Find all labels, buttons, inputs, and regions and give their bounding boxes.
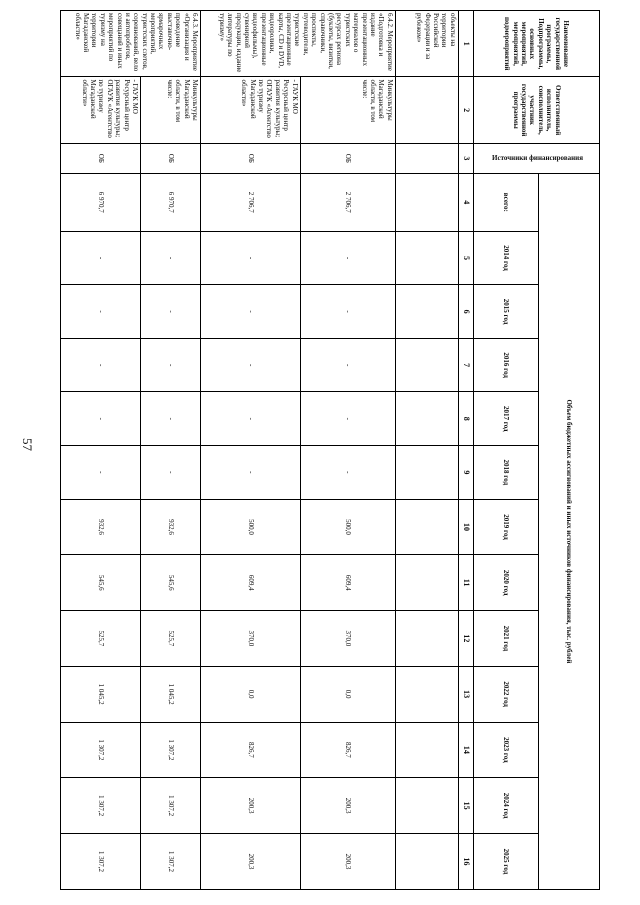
row-source: ОБ [61,143,141,173]
row-value: 545,6 [141,555,201,611]
row-value: 1 307,2 [141,722,201,778]
table-row [141,11,201,890]
row-value: - [61,446,141,500]
row-value: 525,7 [61,611,141,667]
row-value: - [141,285,201,339]
row-source: ОБ [201,143,301,173]
funding-table [60,10,600,890]
header-year: 2014 год [473,231,538,285]
header-year: 2016 год [473,338,538,392]
row-executor: Минкультуры Магаданской области, в том числе: [300,77,395,143]
header-year: 2022 год [473,666,538,722]
header-year: 2019 год [473,499,538,555]
table-row [201,11,301,890]
row-value [395,392,458,446]
row-value: - [201,446,301,500]
row-value [395,611,458,667]
header-source [473,143,599,173]
row-value: - [300,446,395,500]
row-value: - [141,338,201,392]
row-value: 0,0 [300,666,395,722]
row-value [395,338,458,392]
row-total [395,173,458,231]
row-total: 6 970,7 [61,173,141,231]
row-value: 1 307,2 [141,778,201,834]
row-value [395,778,458,834]
row-value: 1 045,2 [61,666,141,722]
column-number: 9 [458,446,473,500]
row-value [395,446,458,500]
row-value: - [61,231,141,285]
row-total: 2 706,7 [300,173,395,231]
row-executor [395,77,458,143]
row-value: 545,6 [61,555,141,611]
row-value [395,722,458,778]
row-source: ОБ [141,143,201,173]
table-row [300,11,395,890]
header-funding-group: Объем бюджетных ассигнований и иных источников финансирования, тыс. рублей [539,173,600,889]
column-number: 14 [458,722,473,778]
column-number: 15 [458,778,473,834]
row-value: - [201,285,301,339]
row-value: 1 307,2 [141,833,201,889]
header-year: 2024 год [473,778,538,834]
row-executor: Минкультуры Магаданской области, в том числе: [141,77,201,143]
rotated-table-container [60,10,600,890]
row-value: 932,6 [61,499,141,555]
column-number: 4 [458,173,473,231]
row-value [395,666,458,722]
row-value [395,499,458,555]
header-year: 2020 год [473,555,538,611]
row-value: 1 307,2 [61,833,141,889]
row-value: 200,3 [201,833,301,889]
row-value: 1 307,2 [61,778,141,834]
header-year: 2021 год [473,611,538,667]
row-name: объекты на территории Российской Федерации и за рубежом» [395,11,458,77]
row-value [395,231,458,285]
header-year: 2025 год [473,833,538,889]
table-row [61,11,141,890]
column-number-row [458,11,473,890]
row-source [395,143,458,173]
row-value: 200,3 [300,778,395,834]
row-executor: - ГАУК МО Ресурсный центр развития культуры; ОГАУК «Агентство по туризму Магаданской области» [61,77,141,143]
column-number: 6 [458,285,473,339]
row-value: - [300,338,395,392]
row-value [395,833,458,889]
row-value: 1 045,2 [141,666,201,722]
column-number: 8 [458,392,473,446]
column-number: 13 [458,666,473,722]
row-source: ОБ [300,143,395,173]
column-number: 5 [458,231,473,285]
row-value: - [61,285,141,339]
row-value: - [61,392,141,446]
row-value: 1 307,2 [61,722,141,778]
page-number: 57 [20,438,35,451]
row-value: - [141,446,201,500]
header-executor: Ответственный исполнитель, соисполнитель, участник государственной программы [473,77,599,143]
row-value [395,285,458,339]
row-value: 525,7 [141,611,201,667]
header-total: всего: [473,173,538,231]
row-value: - [141,231,201,285]
row-value: - [201,231,301,285]
row-value: 609,4 [300,555,395,611]
row-value [395,555,458,611]
row-total: 6 970,7 [141,173,201,231]
row-value: - [300,285,395,339]
row-value: 200,3 [300,833,395,889]
row-value: 0,0 [201,666,301,722]
column-number: 2 [458,77,473,143]
row-value: - [141,392,201,446]
row-value: - [300,392,395,446]
row-value: 500,0 [201,499,301,555]
column-number: 3 [458,143,473,173]
row-executor: - ГАУК МО Ресурсный центр развития культуры; ОГАУК «Агентство по туризму Магаданской области» [201,77,301,143]
column-number: 10 [458,499,473,555]
row-value: 826,7 [201,722,301,778]
row-value: - [201,392,301,446]
row-name: 6.4.3. Мероприятие «Организация и проведение выставочно-ярмарочных мероприятий, туристских слетов, соревнований, вело и автопробегов, совещаний и иных мероприятий по туризму на территории Магаданской области» [61,11,201,77]
row-total: 2 706,7 [201,173,301,231]
header-name: Наименование государственной программы, Подпрограммы, основных мероприятий, мероприятий, подмероприятий [473,11,599,77]
row-value: 609,4 [201,555,301,611]
table-row [395,11,458,890]
row-value: - [300,231,395,285]
row-value: 500,0 [300,499,395,555]
column-number: 12 [458,611,473,667]
column-number: 11 [458,555,473,611]
header-year: 2015 год [473,285,538,339]
row-name: 6.4.2. Мероприятие «Подготовка и издание презентационных материалов о туристских ресурсах региона (буклеты, визитки, справочники, проспекты, путеводители, туристские презентационные карты, CD и DVD, видеоролики, презентационные видеофильмы), сувенирной продукции, издание литературы по туризму» [201,11,396,77]
row-value: - [201,338,301,392]
row-value: 932,6 [141,499,201,555]
column-number: 16 [458,833,473,889]
row-value: 370,0 [201,611,301,667]
column-number: 7 [458,338,473,392]
row-value: 370,0 [300,611,395,667]
header-year: 2023 год [473,722,538,778]
header-year: 2017 год [473,392,538,446]
row-value: 826,7 [300,722,395,778]
header-source-label: Источники финансирования [492,154,584,163]
column-number: 1 [458,11,473,77]
row-value: 200,3 [201,778,301,834]
row-value: - [61,338,141,392]
header-year: 2018 год [473,446,538,500]
